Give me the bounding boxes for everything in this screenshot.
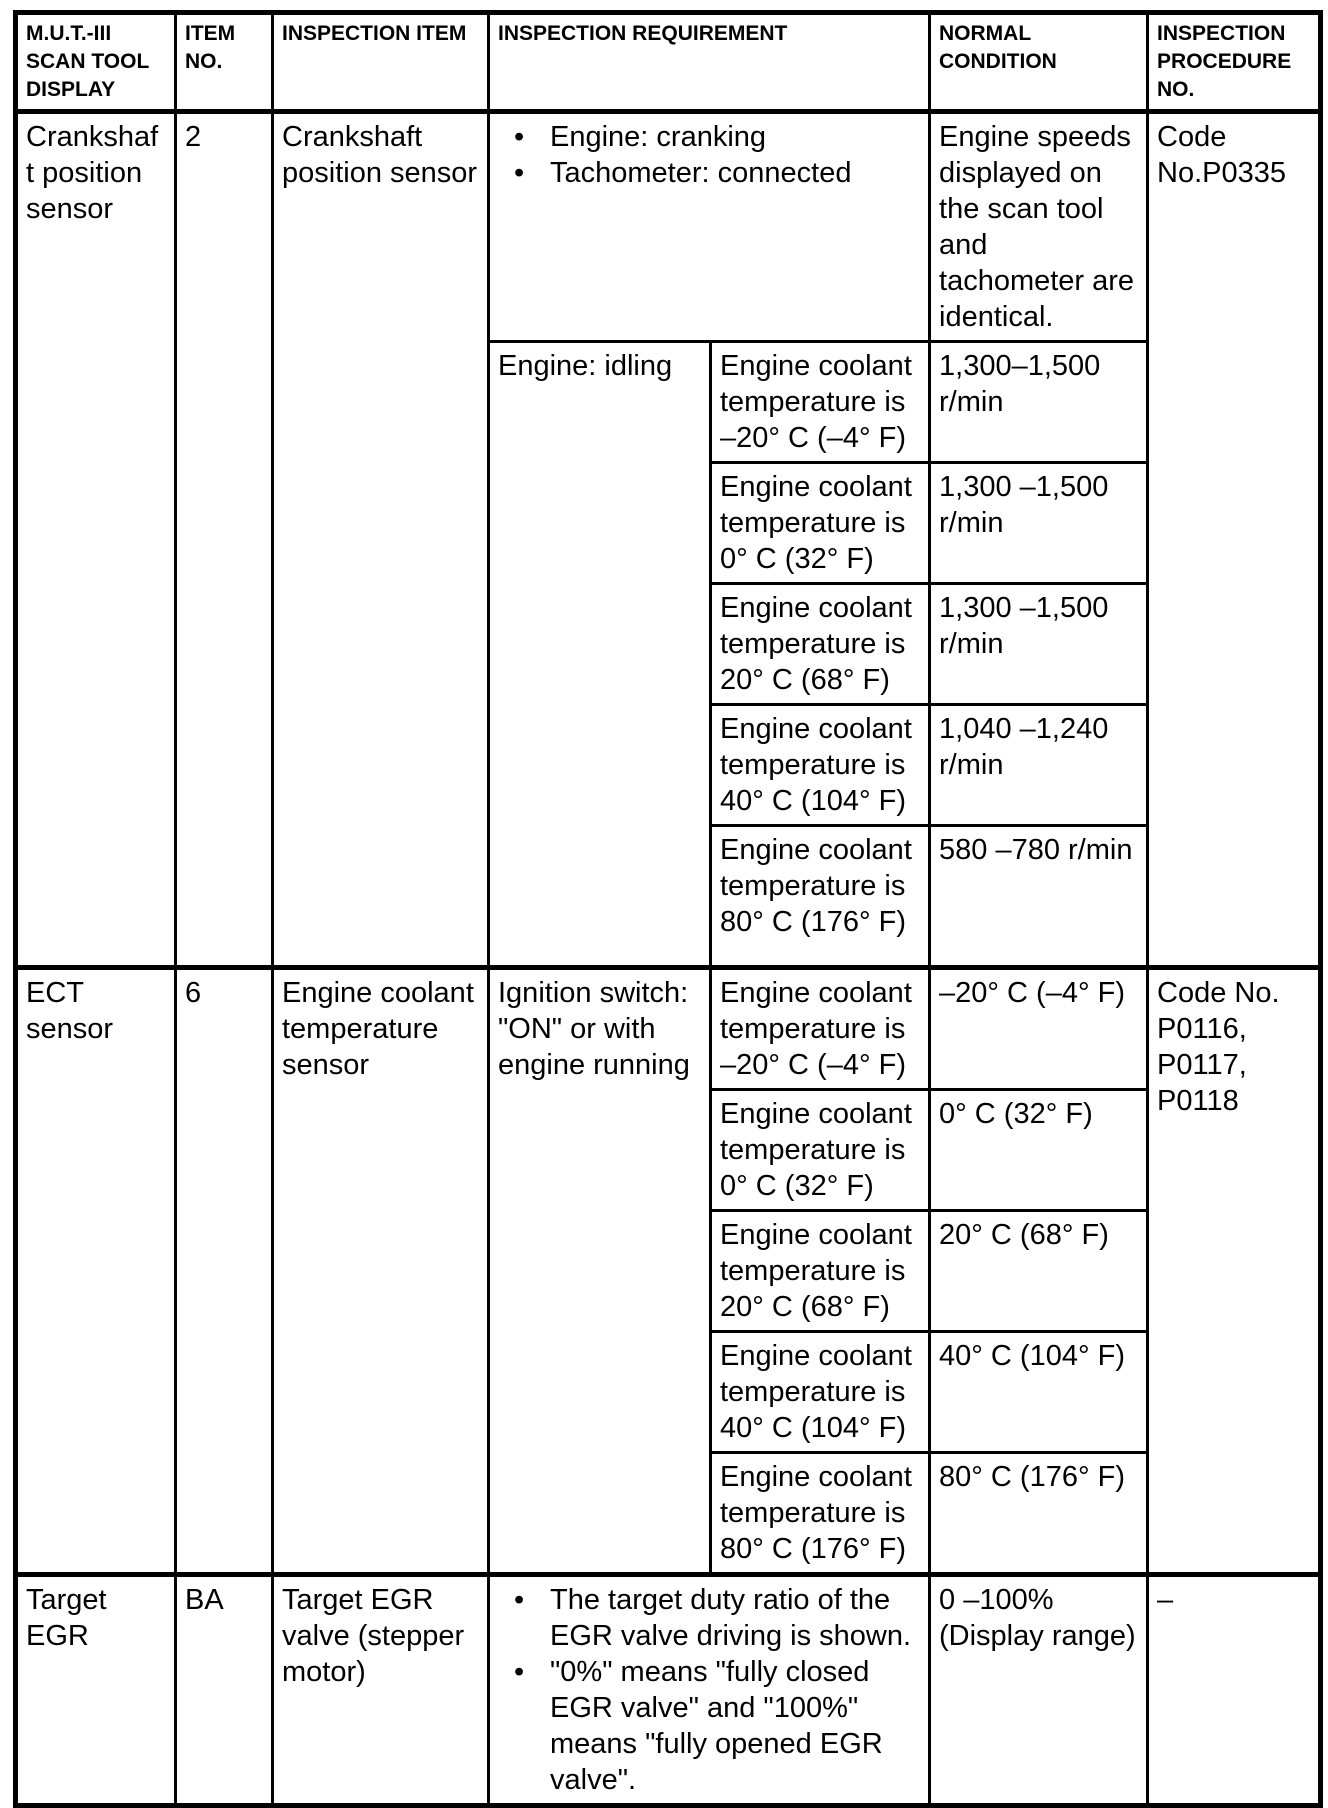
cell-display-ect: ECT sensor [16, 968, 176, 1575]
cell-inspection-item-ect: Engine coolant temperature sensor [273, 968, 489, 1575]
header-inspection-item: INSPECTION ITEM [273, 13, 489, 112]
requirement-bullet-list [498, 119, 920, 191]
list-item [498, 155, 920, 191]
bullet-icon: • [514, 157, 525, 189]
table-row [16, 968, 1321, 1090]
table-row [16, 112, 1321, 342]
cell-requirement-bullets-target-egr [489, 1575, 930, 1806]
cell-normal-condition: 1,300 –1,500 r/min [930, 584, 1148, 705]
bullet-text: Tachometer: connected [550, 157, 852, 189]
cell-sub-requirement: Engine: idling [489, 342, 711, 968]
cell-item-no-target-egr: BA [176, 1575, 273, 1806]
bullet-icon: • [514, 121, 525, 153]
cell-procedure-no-ect: Code No. P0116, P0117, P0118 [1148, 968, 1321, 1575]
header-inspection-requirement: INSPECTION REQUIREMENT [489, 13, 930, 112]
cell-normal-condition: 0° C (32° F) [930, 1090, 1148, 1211]
cell-normal-condition: 1,040 –1,240 r/min [930, 705, 1148, 826]
cell-normal-condition: 1,300 –1,500 r/min [930, 463, 1148, 584]
list-item [498, 1582, 920, 1654]
cell-condition: Engine coolant temperature is 0° C (32° F) [711, 463, 930, 584]
cell-condition: Engine coolant temperature is 20° C (68° F) [711, 584, 930, 705]
table-row [16, 1575, 1321, 1806]
bullet-text: The target duty ratio of the EGR valve driving is shown. [550, 1584, 912, 1652]
list-item [498, 119, 920, 155]
cell-normal-condition: 0 –100% (Display range) [930, 1575, 1148, 1806]
cell-normal-condition: 1,300–1,500 r/min [930, 342, 1148, 463]
bullet-text: "0%" means "fully closed EGR valve" and "100%" means "fully opened EGR valve". [550, 1656, 883, 1796]
cell-condition: Engine coolant temperature is –20° C (–4° F) [711, 342, 930, 463]
cell-requirement-bullets-crankshaft [489, 112, 930, 342]
bullet-icon: • [514, 1656, 525, 1688]
cell-condition: Engine coolant temperature is –20° C (–4° F) [711, 968, 930, 1090]
cell-condition: Engine coolant temperature is 80° C (176° F) [711, 1453, 930, 1575]
cell-condition: Engine coolant temperature is 20° C (68° F) [711, 1211, 930, 1332]
cell-inspection-item-crankshaft: Crankshaft position sensor [273, 112, 489, 968]
cell-condition: Engine coolant temperature is 0° C (32° F) [711, 1090, 930, 1211]
cell-procedure-no-target-egr: – [1148, 1575, 1321, 1806]
cell-normal-condition: 80° C (176° F) [930, 1453, 1148, 1575]
cell-normal-condition: Engine speeds displayed on the scan tool and tachometer are identical. [930, 112, 1148, 342]
cell-sub-requirement: Ignition switch: "ON" or with engine running [489, 968, 711, 1575]
cell-condition: Engine coolant temperature is 40° C (104° F) [711, 1332, 930, 1453]
header-inspection-procedure-no: INSPECTION PROCEDURE NO. [1148, 13, 1321, 112]
cell-inspection-item-target-egr: Target EGR valve (stepper motor) [273, 1575, 489, 1806]
cell-condition: Engine coolant temperature is 80° C (176° F) [711, 826, 930, 968]
manual-page [0, 10, 1328, 1796]
cell-item-no-crankshaft: 2 [176, 112, 273, 968]
cell-procedure-no-crankshaft: Code No.P0335 [1148, 112, 1321, 968]
requirement-bullet-list [498, 1582, 920, 1798]
cell-display-target-egr: Target EGR [16, 1575, 176, 1806]
scan-tool-data-table [13, 10, 1323, 1808]
cell-display-crankshaft: Crankshaft position sensor [16, 112, 176, 968]
header-normal-condition: NORMAL CONDITION [930, 13, 1148, 112]
cell-normal-condition: 580 –780 r/min [930, 826, 1148, 968]
cell-normal-condition: 40° C (104° F) [930, 1332, 1148, 1453]
bullet-text: Engine: cranking [550, 121, 767, 153]
header-scan-tool-display: M.U.T.-III SCAN TOOL DISPLAY [16, 13, 176, 112]
table-header-row [16, 13, 1321, 112]
bullet-icon: • [514, 1584, 525, 1616]
list-item [498, 1654, 920, 1798]
header-item-no: ITEM NO. [176, 13, 273, 112]
cell-normal-condition: 20° C (68° F) [930, 1211, 1148, 1332]
cell-condition: Engine coolant temperature is 40° C (104° F) [711, 705, 930, 826]
cell-item-no-ect: 6 [176, 968, 273, 1575]
cell-normal-condition: –20° C (–4° F) [930, 968, 1148, 1090]
